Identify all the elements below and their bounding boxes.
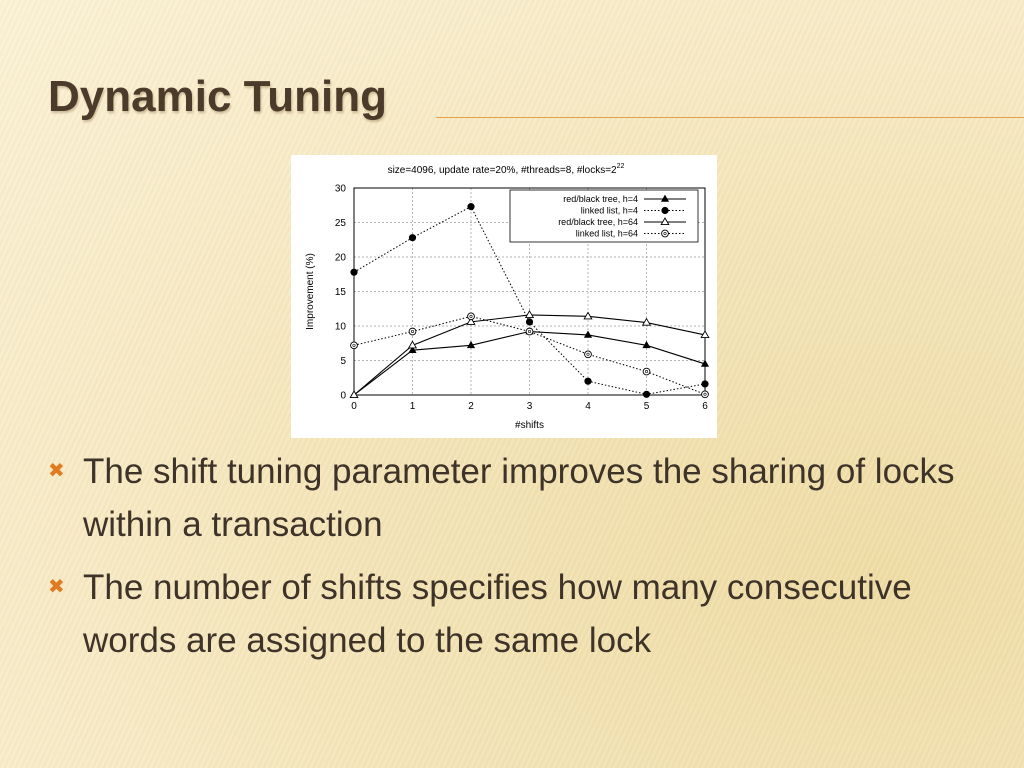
- x-tick-label: 1: [409, 401, 416, 412]
- y-tick-label: 0: [340, 390, 346, 402]
- bullet-list: [48, 445, 968, 677]
- series-4-point: [643, 368, 650, 375]
- series-2-point: [409, 234, 415, 240]
- x-tick-label: 3: [526, 401, 533, 412]
- y-tick-label: 10: [334, 321, 346, 333]
- y-tick-label: 5: [340, 356, 346, 367]
- series-4-point: [409, 328, 416, 335]
- series-4-point: [351, 342, 358, 349]
- x-mark-icon: ✖: [48, 576, 65, 598]
- x-tick-label: 4: [585, 401, 591, 412]
- bullet-text: The number of shifts specifies how many consecutive words are assigned to the same lock: [83, 568, 912, 660]
- series-4-point: [585, 351, 592, 358]
- series-3-point: [350, 391, 358, 398]
- legend-label: red/black tree, h=4: [563, 194, 638, 204]
- bullet-text: The shift tuning parameter improves the sharing of locks within a transaction: [83, 452, 955, 544]
- y-axis-label: Improvement (%): [305, 253, 316, 330]
- legend-label: linked list, h=64: [575, 228, 638, 239]
- bullet-item: [48, 445, 968, 551]
- chart-title: size=4096, update rate=20%, #threads=8, $\#locks=2^{22}$: [387, 163, 625, 176]
- line-chart: [291, 155, 717, 438]
- series-3-point: [526, 311, 534, 318]
- x-tick-label: 0: [351, 401, 357, 412]
- series-2-point: [526, 319, 532, 325]
- x-tick-label: 5: [643, 401, 650, 412]
- series-2-point: [468, 203, 474, 209]
- x-tick-label: 6: [702, 401, 708, 412]
- slide-title: Dynamic Tuning: [48, 72, 387, 121]
- title-underline: [436, 117, 1024, 118]
- series-4-point: [702, 391, 709, 398]
- y-tick-label: 20: [334, 252, 346, 264]
- y-tick-label: 15: [334, 287, 346, 298]
- series-4-point: [526, 328, 533, 335]
- legend-label: red/black tree, h=64: [558, 217, 638, 227]
- y-tick-label: 30: [334, 183, 346, 195]
- x-mark-icon: ✖: [48, 460, 65, 482]
- series-2-point: [702, 381, 708, 387]
- series-4-point: [468, 313, 475, 320]
- series-2-point: [351, 269, 357, 275]
- legend-marker: [662, 207, 668, 213]
- chart-image: [291, 155, 717, 438]
- y-tick-label: 25: [334, 218, 346, 229]
- x-axis-label: #shifts: [515, 420, 544, 431]
- series-2-point: [643, 391, 649, 397]
- series-2-point: [585, 378, 591, 384]
- x-tick-label: 2: [468, 401, 474, 412]
- legend-label: linked list, h=4: [580, 205, 638, 216]
- series-3-point: [584, 312, 592, 319]
- bullet-item: [48, 561, 968, 667]
- legend-marker: [662, 230, 669, 237]
